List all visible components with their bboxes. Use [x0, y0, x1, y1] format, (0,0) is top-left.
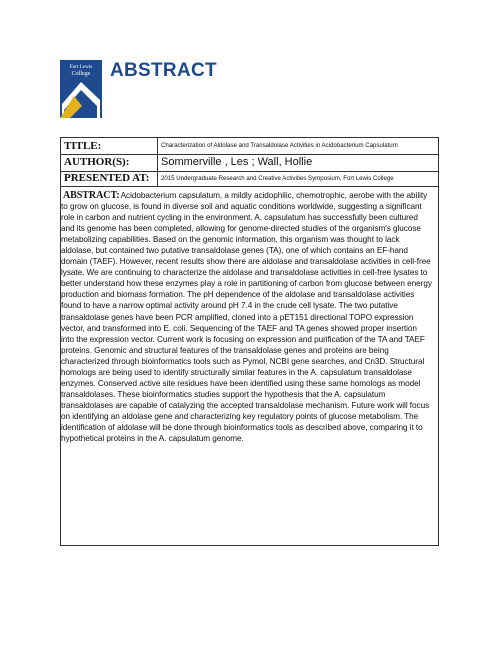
- title-row: [61, 138, 438, 155]
- author-row: [61, 154, 438, 172]
- author-label: AUTHOR(S):: [61, 154, 158, 171]
- title-label: TITLE:: [61, 138, 158, 154]
- presented-row: [61, 171, 438, 187]
- abstract-info-table: [60, 137, 439, 546]
- college-logo: [60, 60, 102, 118]
- author-value: Sommerville , Les ; Wall, Hollie: [161, 156, 313, 168]
- presented-label: PRESENTED AT:: [61, 171, 158, 186]
- abstract-body: [61, 190, 432, 444]
- presented-value: 2015 Undergraduate Research and Creative Activities Symposium, Fort Lewis College: [161, 175, 394, 182]
- abstract-text: Acidobacterium capsulatum, a mildly acidophilic, chemotrophic, aerobe with the ability to grow on glucose, is found in diverse soil and aquatic conditions worldwide, suggesting a significant role in carbon and nutrient cycling in the environment. A. capsulatum has successfully been cultured and its genome has been completed, allowing for genome-directed studies of the organism's glucose metabolizing capabilities. Based on the genomic information, this organism was thought to lack aldolase, but contained two putative transaldolase genes (TA), one of which contains an EF-hand domain (TAEF). However, recent results show there are aldolase and transaldolase activities in cell-free lysate. We are continuing to characterize the aldolase and transaldolase activities in cell-free lysates to better understand how these enzymes play a role in partitioning of carbon from glucose between energy production and biomass formation. The pH dependence of the aldolase and transaldolase activities found to have a narrow optimal activity around pH 7.4 in the crude cell lysate. The two putative transaldolase genes have been PCR amplified, cloned into a pET151 directional TOPO expression vector, and transformed into E. coli. Sequencing of the TAEF and TA genes showed proper insertion into the expression vector. Current work is focusing on expression and purification of the TA and TAEF proteins. Genomic and structural features of the transaldolase genes and proteins are being characterized through bioinformatics tools such as Pymol, NCBI gene searches, and Cn3D. Structural homologs are being used to identify structurally similar features in the A. capsulatum transaldolase enzymes. Conserved active site residues have been identified using these same homologs as model transaldolases. These bioinformatics studies support the hypothesis that the A. capsulatum transaldolases are capable of catalyzing the accepted transaldolase mechanism. Future work will focus on identifying an aldolase gene and characterizing key regulatory points of glucose metabolism. The identification of aldolase will be done through bioinformatics tools as described above, comparing it to hypothetical proteins in the A. capsulatum genome.: [61, 191, 432, 444]
- title-value: Characterization of Aldolase and Transaldolase Activities in Acidobacterium Capsulatum: [161, 142, 398, 149]
- abstract-label: ABSTRACT:: [63, 190, 120, 201]
- page-title: ABSTRACT: [110, 60, 217, 81]
- abstract-row: [61, 186, 438, 545]
- logo-line-1: Fort Lewis: [69, 64, 93, 70]
- logo-line-2: College: [71, 71, 91, 77]
